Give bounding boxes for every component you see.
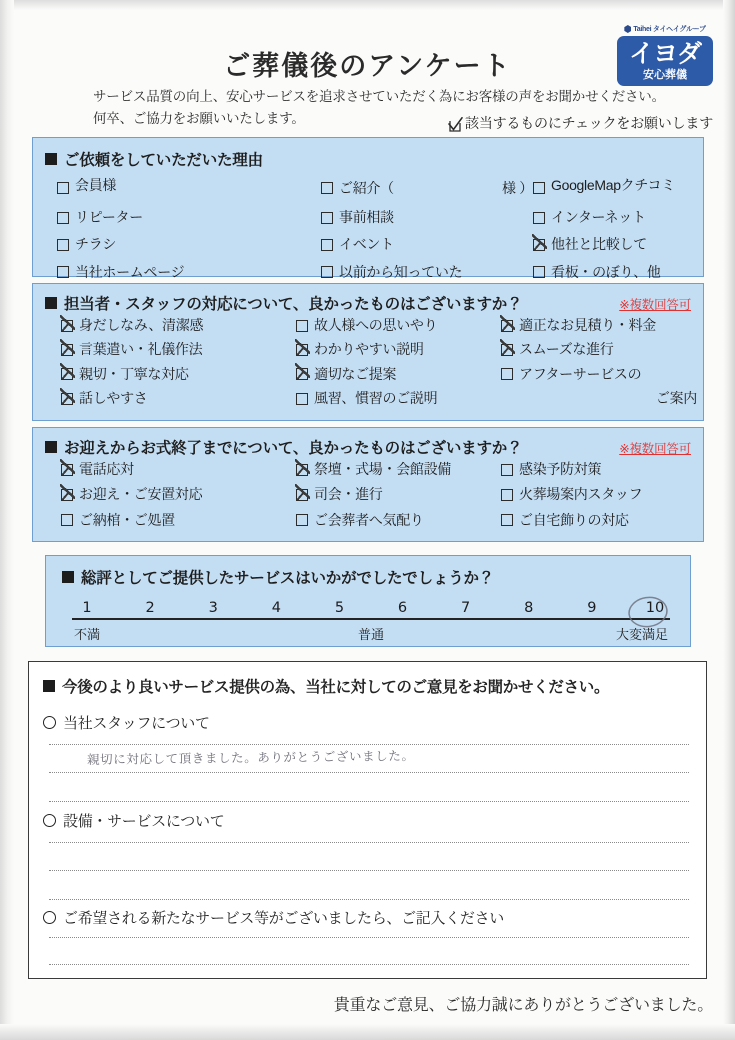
comment-line[interactable] [49,964,689,965]
rating-number[interactable]: 4 [271,600,281,616]
section-rating-panel [45,555,691,647]
checkbox-option[interactable] [57,237,321,252]
rating-scale-numbers [70,600,672,618]
option-label: 適正なお見積り・料金 [519,317,656,333]
bullet-square-icon [62,571,74,583]
comments-title [43,675,609,697]
option-label: ご紹介（ [339,180,394,196]
scan-edge-top [0,0,735,10]
section-staff-multi-note: ※複数回答可 [619,298,691,312]
checkbox-option[interactable] [61,391,296,406]
logo-group-text: Taihei タイヘイグループ [633,26,706,33]
comment-line[interactable] [49,842,689,843]
checkbox-empty-icon[interactable] [57,182,69,194]
option-label: 以前から知っていた [339,263,463,280]
option-label: 言葉遣い・礼儀作法 [79,341,203,358]
option-label: 故人様への思いやり [314,317,438,333]
option-label: チラシ [75,236,117,253]
checkbox-option[interactable] [296,342,501,357]
section-service-title-text: お迎えからお式終了までについて、良かったものはございますか？ [64,440,523,457]
hand-check-icon [448,117,463,133]
option-label: 親切・丁寧な対応 [79,365,189,382]
checkbox-option[interactable] [296,487,501,502]
checkbox-checked-icon[interactable] [501,344,513,356]
checkbox-empty-icon[interactable] [533,212,545,224]
comments-title-text: 今後のより良いサービス提供の為、当社に対してのご意見をお聞かせください。 [62,679,610,696]
option-label: 司会・進行 [314,486,383,503]
section-service-options [61,462,697,528]
option-tail-label: 様 ） [502,180,533,196]
checkbox-empty-icon[interactable] [533,266,545,278]
rating-label-high: 大変満足 [615,627,668,643]
rating-number[interactable]: 2 [145,600,155,616]
rating-number[interactable]: 6 [397,600,408,616]
option-continuation-text [501,391,697,406]
checkbox-option[interactable] [61,462,296,477]
checkbox-option[interactable] [61,342,296,357]
option-label: ご自宅飾りの対応 [519,511,629,528]
comment-question-3-label: ご希望される新たなサービス等がございましたら、ご記入ください [63,910,505,927]
option-label: 身だしなみ、清潔感 [79,317,204,333]
checkbox-option[interactable] [533,265,697,280]
bullet-circle-icon [43,814,56,827]
option-label: 看板・のぼり、他 [551,263,661,280]
checkbox-option[interactable] [321,178,533,198]
option-label: GoogleMapクチコミ [551,177,675,193]
rating-scale-line [72,618,670,620]
checkbox-option[interactable] [296,462,501,477]
comment-line[interactable] [49,772,689,773]
comment-line[interactable] [49,801,689,802]
checkbox-empty-icon[interactable] [501,514,513,526]
check-instruction-text: 該当するものにチェックをお願いします [465,115,713,131]
option-label: 事前相談 [339,209,394,225]
section-staff-panel [32,283,704,421]
option-label: 適切なご提案 [314,365,397,382]
comments-box [28,661,707,979]
comment-question-1 [43,712,210,733]
rating-label-low: 不満 [74,627,101,643]
comment-question-3 [43,907,504,928]
section-rating-title [62,566,494,588]
option-label: 火葬場案内スタッフ [519,486,643,503]
comment-answer-1: 親切に対応して頂きました。ありがとうございました。 [86,747,415,767]
checkbox-checked-icon[interactable] [61,464,73,476]
rating-scale[interactable] [70,600,672,654]
rating-number[interactable]: 5 [334,600,345,616]
rating-scale-labels [70,624,672,643]
comment-line[interactable] [49,744,689,745]
checkbox-option[interactable] [501,513,697,528]
checkbox-option[interactable] [501,462,697,477]
checkbox-empty-icon[interactable] [57,266,69,278]
checkbox-empty-icon[interactable] [296,393,308,405]
comment-question-2 [43,810,224,831]
checkbox-empty-icon[interactable] [501,368,513,380]
section-service-panel [32,427,704,542]
section-reason-title [45,148,263,170]
checkbox-checked-icon[interactable] [61,320,73,332]
option-label: 他社と比較して [551,236,647,253]
taihei-mark-icon [624,25,631,33]
option-label: ご納棺・ご処置 [79,511,175,528]
checkbox-empty-icon[interactable] [296,320,308,332]
checkbox-option[interactable] [296,367,501,382]
section-service-title [45,436,522,458]
section-reason-panel [32,137,704,280]
checkbox-empty-icon[interactable] [533,182,545,194]
option-label: 会員様 [75,177,117,193]
option-label: 風習、慣習のご説明 [314,390,438,407]
option-label: 当社ホームページ [75,263,185,280]
option-label: イベント [339,236,394,253]
checkbox-option[interactable] [61,367,296,382]
section-reason-title-text: ご依頼をしていただいた理由 [64,152,263,169]
checkbox-empty-icon[interactable] [321,182,333,194]
scan-edge-right [723,0,735,1040]
checkbox-option[interactable] [533,210,697,225]
checkbox-empty-icon[interactable] [296,514,308,526]
checkbox-empty-icon[interactable] [501,464,513,476]
checkbox-checked-icon[interactable] [61,368,73,380]
page-title: ご葬儀後のアンケート [223,51,512,81]
bullet-circle-icon [43,716,56,729]
checkbox-option[interactable] [533,237,697,252]
option-label: お迎え・ご安置対応 [79,486,203,503]
footer-thanks: 貴重なご意見、ご協力誠にありがとうございました。 [333,997,713,1014]
comment-question-2-label: 設備・サービスについて [63,813,225,830]
checkbox-checked-icon[interactable] [296,464,308,476]
check-instruction [448,113,713,133]
option-continuation-label: ご案内 [655,390,697,407]
checkbox-option[interactable] [296,391,501,406]
bullet-square-icon [45,297,57,309]
rating-label-mid: 普通 [357,627,385,643]
logo-brand: イヨダ [628,39,701,68]
checkbox-option[interactable] [321,237,533,252]
option-label: 電話応対 [79,461,134,477]
checkbox-checked-icon[interactable] [61,344,73,356]
logo-group-line [617,24,713,34]
section-rating-title-text: 総評としてご提供したサービスはいかがでしたでしょうか？ [81,570,495,587]
checkbox-option[interactable] [61,318,296,333]
comment-line[interactable] [49,870,689,871]
option-label: アフターサービスの [519,365,642,382]
checkbox-option[interactable] [533,178,697,198]
bullet-square-icon [45,441,57,453]
checkbox-option[interactable] [57,210,321,225]
checkbox-option[interactable] [321,265,533,280]
checkbox-empty-icon[interactable] [501,489,513,501]
option-label: 話しやすさ [79,390,148,407]
rating-number[interactable]: 1 [82,600,92,616]
checkbox-option[interactable] [57,265,321,280]
section-service-multi-note: ※複数回答可 [619,442,691,456]
checkbox-empty-icon[interactable] [321,239,333,251]
checkbox-checked-icon[interactable] [61,393,73,405]
option-label: ご会葬者へ気配り [314,511,424,528]
section-staff-options [61,318,697,407]
checkbox-option[interactable] [501,367,697,382]
checkbox-empty-icon[interactable] [321,212,333,224]
section-staff-title [45,292,522,314]
rating-number-selected[interactable]: 10 [645,600,665,616]
lead-line-2: 何卒、ご協力をお願いいたします。 [93,110,305,126]
checkbox-checked-icon[interactable] [296,368,308,380]
checkbox-checked-icon[interactable] [501,320,513,332]
checkbox-option[interactable] [501,487,697,502]
option-label: わかりやすい説明 [314,341,424,358]
checkbox-empty-icon[interactable] [321,266,333,278]
checkbox-checked-icon[interactable] [61,489,73,501]
section-reason-options [57,178,697,280]
rating-number[interactable]: 7 [461,600,471,616]
option-label: スムーズな進行 [519,341,614,358]
rating-number[interactable]: 9 [587,600,597,616]
comment-line[interactable] [49,899,689,900]
comment-question-1-label: 当社スタッフについて [63,715,210,732]
comment-line[interactable] [49,937,689,938]
checkbox-option[interactable] [321,210,533,225]
logo-tagline: 安心葬儀 [643,69,687,81]
option-label: 感染予防対策 [519,461,602,477]
checkbox-option[interactable] [57,178,321,198]
checkbox-option[interactable] [61,513,296,528]
scan-edge-left [0,0,14,1040]
scan-edge-bottom [0,1024,735,1040]
checkbox-checked-icon[interactable] [296,344,308,356]
option-label: インターネット [551,209,646,225]
bullet-circle-icon [43,911,56,924]
section-staff-title-text: 担当者・スタッフの対応について、良かったものはございますか？ [64,296,523,313]
checkbox-option[interactable] [296,513,501,528]
checkbox-option[interactable] [61,487,296,502]
checkbox-option[interactable] [501,318,697,333]
lead-line-1: サービス品質の向上、安心サービスを追求させていただく為にお客様の声をお聞かせください。 [93,89,665,104]
checkbox-empty-icon[interactable] [57,239,69,251]
checkbox-empty-icon[interactable] [57,212,69,224]
checkbox-checked-icon[interactable] [533,239,545,251]
checkbox-option[interactable] [501,342,697,357]
rating-number[interactable]: 8 [524,600,534,616]
checkbox-empty-icon[interactable] [61,514,73,526]
option-label: 祭壇・式場・会館設備 [314,461,451,477]
bullet-square-icon [45,153,57,165]
option-label: リピーター [75,209,143,225]
rating-number[interactable]: 3 [208,600,218,616]
checkbox-option[interactable] [296,318,501,333]
bullet-square-icon [43,680,55,692]
checkbox-checked-icon[interactable] [296,489,308,501]
